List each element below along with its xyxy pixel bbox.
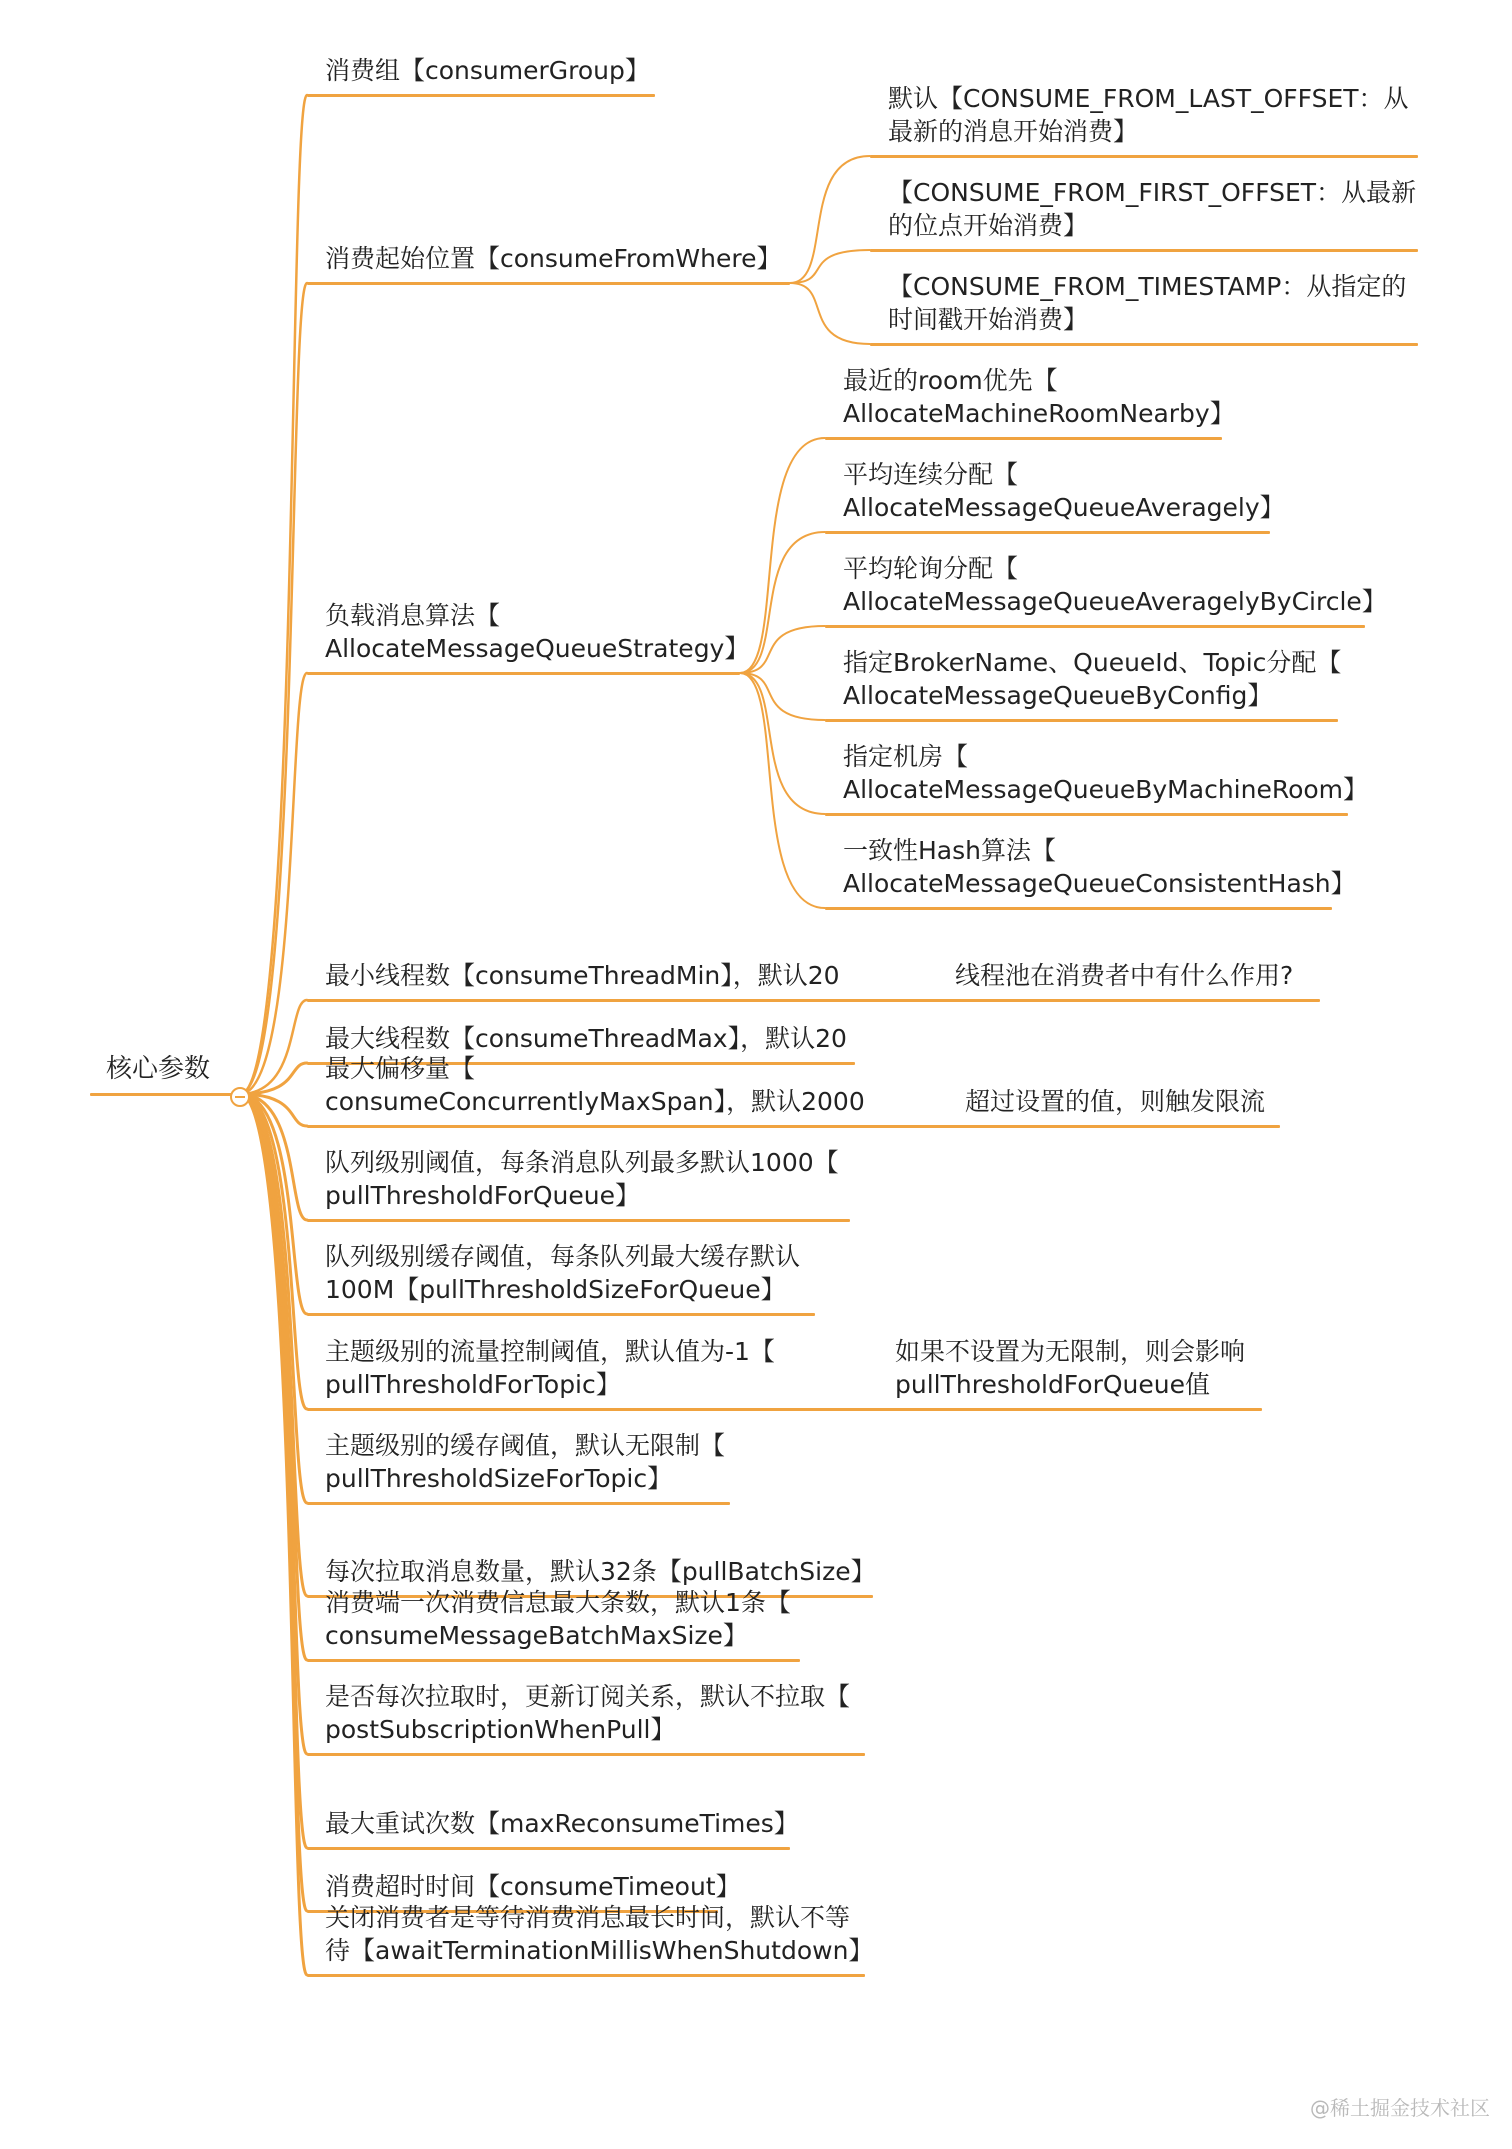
node-thread-min[interactable] — [325, 959, 840, 992]
node-consumer-group-line: 消费组【consumerGroup】 — [325, 56, 650, 85]
node-threshold-queue-line: pullThresholdForQueue】 — [325, 1181, 641, 1210]
node-threshold-queue-line: 队列级别阈值，每条消息队列最多默认1000【 — [325, 1148, 839, 1177]
node-averagely-by-circle-line: AllocateMessageQueueAveragelyByCircle】 — [843, 587, 1387, 616]
branch-averagely — [740, 532, 825, 673]
note-thread-min[interactable] — [955, 959, 1293, 992]
node-consume-timeout[interactable] — [325, 1870, 741, 1903]
node-batch-max-size-underline — [307, 1659, 800, 1662]
note-threshold-topic-line: pullThresholdForQueue值 — [895, 1370, 1211, 1399]
node-threshold-size-topic[interactable] — [325, 1429, 725, 1495]
node-machine-room-nearby-line: AllocateMachineRoomNearby】 — [843, 399, 1235, 428]
collapse-toggle-icon[interactable] — [230, 1087, 250, 1107]
node-threshold-queue-underline — [307, 1219, 850, 1222]
node-threshold-topic-line: pullThresholdForTopic】 — [325, 1370, 621, 1399]
node-consume-from-where-line: 消费起始位置【consumeFromWhere】 — [325, 244, 782, 273]
node-pull-batch-size-line: 每次拉取消息数量，默认32条【pullBatchSize】 — [325, 1557, 876, 1586]
branch-from-timestamp — [790, 283, 870, 344]
note-thread-min-line: 线程池在消费者中有什么作用? — [955, 961, 1294, 990]
node-threshold-size-topic-underline — [307, 1502, 730, 1505]
node-max-reconsume[interactable] — [325, 1807, 799, 1840]
node-max-reconsume-underline — [307, 1847, 790, 1850]
node-averagely[interactable] — [843, 458, 1285, 524]
node-thread-max-line: 最大线程数【consumeThreadMax】，默认20 — [325, 1024, 847, 1053]
node-averagely-by-circle-underline — [825, 625, 1365, 628]
node-threshold-size-topic-line: 主题级别的缓存阈值，默认无限制【 — [325, 1431, 726, 1460]
node-batch-max-size-line: consumeMessageBatchMaxSize】 — [325, 1621, 748, 1650]
branch-from-last-offset — [790, 156, 870, 283]
node-consistent-hash-underline — [825, 907, 1332, 910]
node-batch-max-size-line: 消费端一次消费信息最大条数，默认1条【 — [325, 1588, 791, 1617]
node-from-last-offset[interactable] — [888, 82, 1409, 148]
node-by-config-underline — [825, 719, 1338, 722]
node-from-first-offset-line: 的位点开始消费】 — [888, 211, 1089, 240]
node-by-config[interactable] — [843, 646, 1341, 712]
node-from-timestamp-underline — [870, 343, 1418, 346]
node-averagely-by-circle[interactable] — [843, 552, 1387, 618]
node-consistent-hash-line: 一致性Hash算法【 — [843, 836, 1056, 865]
node-consumer-group-underline — [307, 94, 655, 97]
node-post-subscription[interactable] — [325, 1680, 850, 1746]
node-await-termination[interactable] — [325, 1901, 873, 1967]
node-from-last-offset-line: 默认【CONSUME_FROM_LAST_OFFSET：从 — [888, 84, 1409, 113]
node-thread-min-underline — [307, 999, 1320, 1002]
branch-by-machine-room — [740, 673, 825, 814]
node-consumer-group[interactable] — [325, 54, 650, 87]
node-by-machine-room-line: 指定机房【 — [843, 742, 969, 771]
branch-machine-room-nearby — [740, 438, 825, 673]
note-max-span-line: 超过设置的值，则触发限流 — [965, 1087, 1266, 1116]
note-max-span[interactable] — [965, 1085, 1265, 1118]
node-by-machine-room-underline — [825, 813, 1348, 816]
node-from-last-offset-underline — [870, 155, 1418, 158]
branch-consistent-hash — [740, 673, 825, 908]
branch-consume-from-where — [240, 283, 307, 1094]
branch-thread-min — [240, 1000, 307, 1094]
node-threshold-topic-underline — [307, 1408, 1262, 1411]
branch-threshold-size-topic — [240, 1094, 307, 1503]
node-thread-min-line: 最小线程数【consumeThreadMin】，默认20 — [325, 961, 840, 990]
node-from-timestamp[interactable] — [888, 270, 1406, 336]
branch-batch-max-size — [240, 1094, 307, 1660]
node-threshold-topic[interactable] — [325, 1335, 775, 1401]
node-pull-batch-size[interactable] — [325, 1555, 876, 1588]
node-batch-max-size[interactable] — [325, 1586, 791, 1652]
node-machine-room-nearby-line: 最近的room优先【 — [843, 366, 1058, 395]
node-from-first-offset-underline — [870, 249, 1418, 252]
node-max-span[interactable] — [325, 1052, 865, 1118]
node-max-reconsume-line: 最大重试次数【maxReconsumeTimes】 — [325, 1809, 799, 1838]
branch-consumer-group — [240, 95, 307, 1094]
watermark: @稀土掘金技术社区 — [1310, 2096, 1490, 2120]
note-threshold-topic-line: 如果不设置为无限制，则会影响 — [895, 1337, 1246, 1366]
node-from-timestamp-line: 【CONSUME_FROM_TIMESTAMP：从指定的 — [888, 272, 1407, 301]
node-post-subscription-underline — [307, 1753, 865, 1756]
node-from-first-offset[interactable] — [888, 176, 1416, 242]
node-await-termination-underline — [307, 1974, 865, 1977]
node-threshold-topic-line: 主题级别的流量控制阈值，默认值为-1【 — [325, 1337, 775, 1366]
node-await-termination-line: 待【awaitTerminationMillisWhenShutdown】 — [325, 1936, 874, 1965]
node-from-last-offset-line: 最新的消息开始消费】 — [888, 117, 1139, 146]
root-node-label: 核心参数 — [106, 1054, 211, 1084]
node-threshold-size-queue-line: 队列级别缓存阈值，每条队列最大缓存默认 — [325, 1242, 801, 1271]
node-threshold-size-topic-line: pullThresholdSizeForTopic】 — [325, 1464, 673, 1493]
node-by-machine-room[interactable] — [843, 740, 1368, 806]
node-averagely-line: AllocateMessageQueueAveragely】 — [843, 493, 1285, 522]
node-post-subscription-line: 是否每次拉取时，更新订阅关系，默认不拉取【 — [325, 1682, 851, 1711]
node-thread-max[interactable] — [325, 1022, 847, 1055]
node-consume-from-where-underline — [307, 282, 790, 285]
node-consistent-hash-line: AllocateMessageQueueConsistentHash】 — [843, 869, 1356, 898]
node-max-span-line: consumeConcurrentlyMaxSpan】，默认2000 — [325, 1087, 865, 1116]
node-by-config-line: 指定BrokerName、QueueId、Topic分配【 — [843, 648, 1342, 677]
note-threshold-topic[interactable] — [895, 1335, 1245, 1401]
node-allocate-strategy-underline — [307, 672, 740, 675]
node-max-span-underline — [307, 1125, 1280, 1128]
node-consume-from-where[interactable] — [325, 242, 781, 275]
node-max-span-line: 最大偏移量【 — [325, 1054, 476, 1083]
node-await-termination-line: 关闭消费者是等待消费消息最长时间，默认不等 — [325, 1903, 851, 1932]
node-post-subscription-line: postSubscriptionWhenPull】 — [325, 1715, 676, 1744]
node-from-timestamp-line: 时间戳开始消费】 — [888, 305, 1089, 334]
node-threshold-size-queue-line: 100M【pullThresholdSizeForQueue】 — [325, 1275, 786, 1304]
node-consume-timeout-line: 消费超时时间【consumeTimeout】 — [325, 1872, 741, 1901]
node-threshold-size-queue[interactable] — [325, 1240, 800, 1306]
node-machine-room-nearby[interactable] — [843, 364, 1235, 430]
node-allocate-strategy[interactable] — [325, 599, 749, 665]
node-by-machine-room-line: AllocateMessageQueueByMachineRoom】 — [843, 775, 1369, 804]
node-threshold-queue[interactable] — [325, 1146, 839, 1212]
branch-allocate-strategy — [240, 673, 307, 1094]
root-node-underline — [90, 1093, 240, 1096]
node-allocate-strategy-line: AllocateMessageQueueStrategy】 — [325, 634, 750, 663]
node-averagely-by-circle-line: 平均轮询分配【 — [843, 554, 1019, 583]
node-threshold-size-queue-underline — [307, 1313, 815, 1316]
node-machine-room-nearby-underline — [825, 437, 1222, 440]
node-from-first-offset-line: 【CONSUME_FROM_FIRST_OFFSET：从最新 — [888, 178, 1417, 207]
node-allocate-strategy-line: 负载消息算法【 — [325, 601, 501, 630]
node-averagely-underline — [825, 531, 1270, 534]
node-consistent-hash[interactable] — [843, 834, 1356, 900]
node-by-config-line: AllocateMessageQueueByConfig】 — [843, 681, 1273, 710]
node-averagely-line: 平均连续分配【 — [843, 460, 1019, 489]
